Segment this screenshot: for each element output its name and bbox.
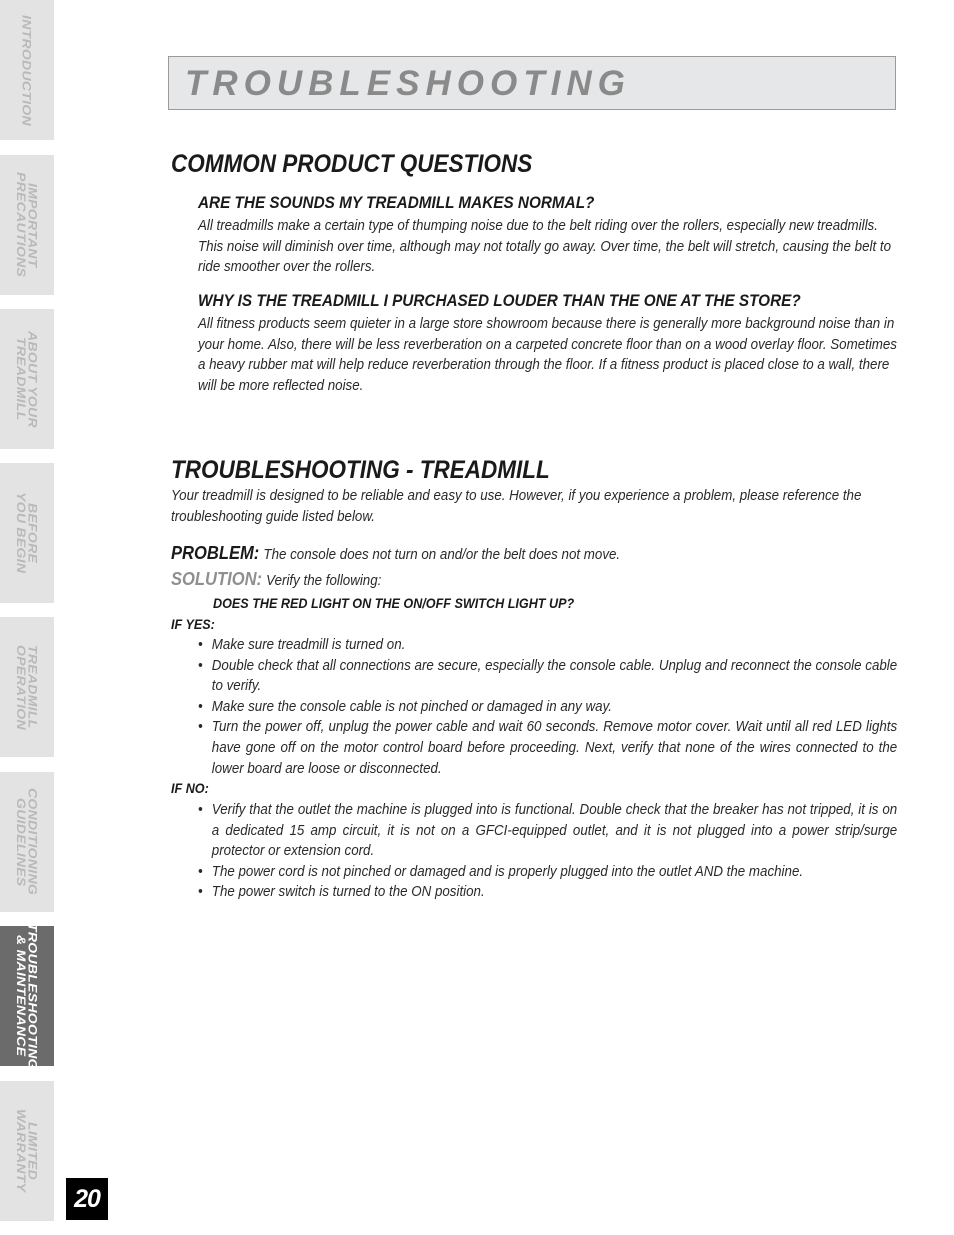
page-title: TROUBLESHOOTING: [185, 64, 631, 103]
list-item: • Turn the power off, unplug the power cable and wait 60 seconds. Remove motor cover. Wait until all red LED lights have gone off on the motor control board before proceeding. Next, verify that none of the wires connected to the lower board are loose or disconnected.: [198, 719, 898, 777]
solution-text: Verify the following:: [266, 573, 382, 589]
list-item: • Verify that the outlet the machine is plugged into is functional. Double check that the breaker has not tripped, it is on a dedicated 15 amp circuit, it is not on a GFCI-equipped outlet, and it is not plugged into a power strip/surge protector or extension cord.: [198, 802, 898, 860]
common-questions-heading: COMMON PRODUCT QUESTIONS: [171, 150, 533, 178]
solution-label: SOLUTION:: [171, 569, 263, 589]
question-heading: WHY IS THE TREADMILL I PURCHASED LOUDER THAN THE ONE AT THE STORE?: [198, 291, 801, 310]
list-item: • The power cord is not pinched or damaged and is properly plugged into the outlet AND the machine.: [198, 863, 804, 880]
tab-important-precautions[interactable]: [0, 155, 54, 295]
list-item: • Make sure the console cable is not pinched or damaged in any way.: [198, 698, 613, 715]
question-heading: ARE THE SOUNDS MY TREADMILL MAKES NORMAL?: [198, 193, 595, 212]
tab-conditioning-guidelines[interactable]: [0, 772, 54, 912]
problem-label: PROBLEM:: [171, 543, 260, 563]
answer-paragraph: All treadmills make a certain type of thumping noise due to the belt riding over the rollers, especially new treadmills. This noise will diminish over time, although may not totally go away. Over time, the belt will stretch, causing the belt to ride smoother over the rollers.: [198, 218, 892, 276]
tab-label: TROUBLESHOOTING & MAINTENANCE: [14, 922, 40, 1070]
list-item: • Make sure treadmill is turned on.: [198, 637, 406, 653]
list-item: • The power switch is turned to the ON position.: [198, 884, 485, 901]
troubleshooting-intro: Your treadmill is designed to be reliable and easy to use. However, if you experience a problem, please reference the troubleshooting guide listed below.: [171, 488, 862, 525]
page-number: 20: [66, 1178, 108, 1220]
if-no-list: [198, 800, 897, 903]
problem-line: [171, 543, 620, 564]
tab-introduction[interactable]: [0, 0, 54, 140]
if-no-label: IF NO:: [171, 780, 209, 796]
tab-label: BEFORE YOU BEGIN: [14, 492, 40, 574]
tab-limited-warranty[interactable]: [0, 1081, 54, 1221]
tab-label: ABOUT YOUR TREADMILL: [14, 330, 40, 428]
tab-before-you-begin[interactable]: [0, 463, 54, 603]
problem-text: The console does not turn on and/or the belt does not move.: [263, 547, 621, 563]
tab-troubleshooting-maintenance[interactable]: [0, 922, 54, 1070]
tab-treadmill-operation[interactable]: [0, 617, 54, 757]
answer-paragraph: All fitness products seem quieter in a large store showroom because there is generally more background noise than in your home. Also, there will be less reverberation on a carpeted concrete floor than on a wood overlay floor. Sometimes a heavy rubber mat will help reduce reverberation through the floor. If a fitness product is placed close to a wall, there will be more reflected noise.: [198, 316, 897, 394]
troubleshooting-heading: TROUBLESHOOTING - TREADMILL: [171, 456, 550, 484]
if-yes-label: IF YES:: [171, 616, 215, 632]
section-tabs: [0, 0, 54, 1235]
tab-label: INTRODUCTION: [20, 14, 34, 126]
list-item: • Double check that all connections are secure, especially the console cable. Unplug and reconnect the console cable to verify.: [198, 657, 898, 695]
tab-label: CONDITIONING GUIDELINES: [14, 788, 40, 896]
title-bar: [168, 56, 896, 110]
check-question: DOES THE RED LIGHT ON THE ON/OFF SWITCH LIGHT UP?: [213, 595, 575, 611]
tab-label: IMPORTANT PRECAUTIONS: [14, 172, 40, 278]
tab-label: TREADMILL OPERATION: [14, 644, 40, 730]
if-yes-list: [198, 635, 897, 779]
tab-about-your-treadmill[interactable]: [0, 309, 54, 449]
tab-label: LIMITED WARRANTY: [14, 1109, 40, 1193]
solution-line: [171, 569, 381, 590]
